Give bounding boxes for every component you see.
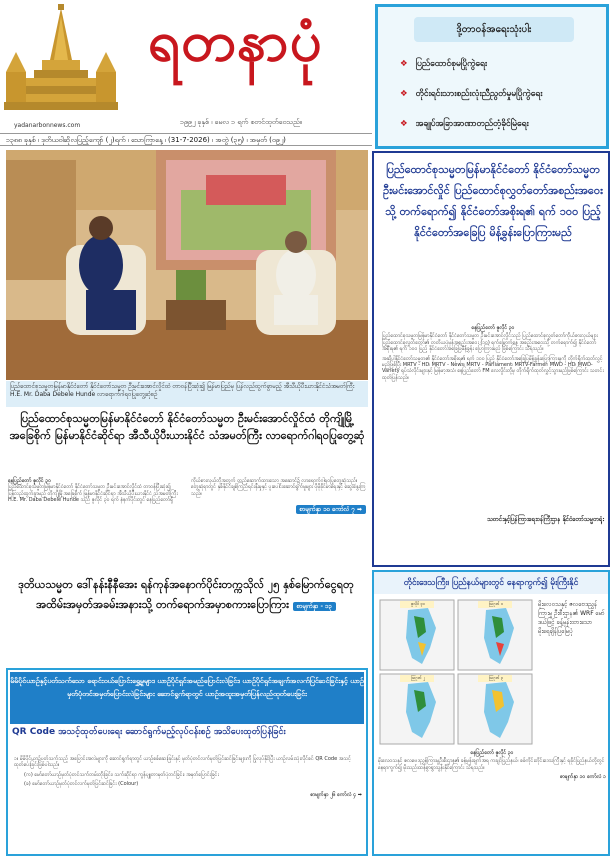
notice-body — [14, 756, 362, 798]
weather-body — [378, 750, 606, 781]
map-title-1: ဇူလိုင် ၃၁ — [410, 601, 426, 606]
masthead-url[interactable]: yadanarbonnews.com — [14, 122, 81, 129]
slogan-item: ❖ အချုပ်အခြာအာဏာတည်တံ့ခိုင်မြဲရေး — [400, 119, 529, 129]
weather-side-text: မိုးလေဝသနှင့် ဇလဗေဒညွှန်ကြားမှု ဦးစီးဌာန၏ WRF မော်ဒယ်ဖြင့် ခန့်မှန်းထားသော မိုးရေချိန်ပြမြေပုံ — [538, 601, 605, 635]
map-title-2: ဩဂုတ် ၁ — [488, 601, 504, 606]
meeting-photo — [6, 150, 368, 380]
notice-item-a: (က) မော်တော်ယာဉ်မှတ်ပုံတင်သက်တမ်းတိုးခြင်း၊ သက်ဆိုင်ရာ ကွန်ပျူတာမှတ်ပုံတင်ခြင်း၊ အမှတ်ပြောင်းခြင်း — [24, 771, 219, 778]
diamond-bullet-icon: ❖ — [400, 59, 408, 69]
notice-subheadline[interactable]: QR Code အသင့်ထုတ်ပေးရေး ဆောင်ရွက်မည့်လုပ်ငန်းစဉ် အသိပေးထုတ်ပြန်ခြင်း — [12, 727, 286, 737]
story1-continue-tag[interactable]: စာမျက်နှာ ၁၀ ကော်လံ ၇ ➡ — [296, 505, 366, 514]
slogan-item: ❖ ပြည်ထောင်စုမပြိုကွဲရေး — [400, 59, 488, 69]
masthead-title: ရတနာပုံ — [148, 8, 323, 74]
lead-paragraph-2: အဆိုပါနိုင်ငံတော်သမ္မတ၏ နိုင်ငံတော်အစိုးရ၏ ရက် ၁၀၀ ပြည့် နိုင်ငံတော်အခြေပြမိန့်ခွန်းပြောကြားမှုကို တိုက်ရိုက်ထုတ်လွှင့်မည်ဖြစ်ပြီး MRTV - HD၊ MRTV - News၊ MRTV - Parliament၊ MRTV-Farmer၊ MWD - HD၊ MWD-Variety ရုပ်သံလိုင်းများနှင့် မြန်မာ့အသံ၊ နေပြည်တော် FM လေလှိုင်းတို့မှ တိုက်ရိုက်ထုတ်လွှင့်သွားမည်ဖြစ်ကြောင်း သတင်းထုတ်ပြန်သည်။ — [382, 355, 604, 381]
lead-headline[interactable]: ပြည်ထောင်စုသမ္မတမြန်မာနိုင်ငံတော် နိုင်ငံတော်သမ္မတ ဦးမင်းအောင်လှိုင် ပြည်ထောင်စုလွှတ်တော်အစည်းအဝေးသို့ တက်ရောက်၍ နိုင်ငံတော်အစိုးရ၏ ရက် ၁၀၀ ပြည့် နိုင်ငံတော်အခြေပြ မိန့်ခွန်းပြောကြားမည် — [383, 163, 603, 239]
map-title-4: ဩဂုတ် ၃ — [488, 675, 504, 680]
notice-headline: မိမိပိုင်ယာဉ်နှင့်ပတ်သက်သော ရောင်းဝယ်ပြောင်းရွှေ့မှုများ၊ ယာဉ်ပိုင်ရှင်အမည်ပြောင်းလဲခြင်း၊ ယာဉ်ပိုင်ရှင်အချက်အလက်ပြင်ဆင်ခြင်းနှင့် ယာဉ်မှတ်ပုံတင်အမှတ်ပြောင်းလဲခြင်းများ ဆောင်ရွက်ရာတွင် ယာဉ်အထူးအမှတ်ပြန်လည်ထုတ်ပေးခြင်း — [10, 672, 364, 724]
weather-dateline: နေပြည်တော် ဇူလိုင် ၃၀ — [470, 750, 514, 756]
slogan-box — [375, 4, 609, 149]
map-panel-2 — [458, 600, 532, 670]
rainfall-forecast-maps — [378, 598, 536, 746]
story1-text: ပြည်ထောင်စုသမ္မတမြန်မာနိုင်ငံတော် နိုင်ငံတော်သမ္မတ ဦးမင်းအောင်လှိုင်ထံ တာဝန်ပြီးဆုံး၍ ပြန်လည်ထွက်ခွာမည့် တိုကျိုမြို့အခြေစိုက် မြန်မာနိုင်ငံဆိုင်ရာ အီသီယိုပီးယားနိုင်ငံ သံအမတ်ကြီး H.E. Mr. Daba Debele Hunde သည် ဇူလိုင် ၃၀ ရက် နံနက်ပိုင်းတွင် နေပြည်တော်ရှိ ကိုယ်စားလှယ်တို့အတွက် တည်ဆောက်ထားသော အဆောင်၌ လာရောက်ဂါရဝပြုတွေ့ဆုံသည်။ တွေ့ဆုံရာတွင် နှစ်နိုင်ငံချစ်ကြည်ရင်းနှီးမှုနှင့် ပူးပေါင်းဆောင်ရွက်မှုများ ပိုမိုခိုင်မာရေးနှင့် ဆွေးနွေးကြသည်။ — [8, 478, 366, 504]
lead-body — [382, 325, 604, 381]
lead-signature: သတင်းနှင့်ပြန်ကြားရေးဝန်ကြီးဌာန နိုင်ငံတော်သမ္မတရုံး — [487, 516, 604, 523]
diamond-bullet-icon: ❖ — [400, 119, 408, 129]
lead-dateline: နေပြည်တော် ဇူလိုင် ၃၀ — [471, 325, 515, 331]
map-title-3: ဩဂုတ် ၂ — [411, 675, 425, 680]
story1-body — [8, 478, 366, 573]
map-panel-1 — [380, 600, 454, 670]
masthead-emblem-logo — [2, 2, 120, 120]
notice-continue[interactable]: စာမျက်နှာ ၂၆ ကော်လံ ၄ ➡ — [310, 791, 362, 798]
masthead-founded-line: ၁၉၉၂ ခုနှစ် ၊ မေလ ၁ ရက် စတင်ထုတ်ဝေသည်။ — [180, 118, 302, 126]
notice-item-b: (ခ) မော်တော်ယာဉ်မှတ်ပုံတင်လက်မှတ်ပြင်ဆင်ခြင်း (Colour) — [24, 781, 139, 788]
diamond-bullet-icon: ❖ — [400, 89, 408, 99]
weather-text: မိုးလေဝသနှင့် ဇလဗေဒညွှန်ကြားမှုဦးစီးဌာန၏ ခန့်မှန်းချက်အရ ကချင်ပြည်နယ်၊ စစ်ကိုင်းတိုင်းဒေသကြီးနှင့် ရခိုင်ပြည်နယ်တို့တွင် နေရာကွက်၍ မိုးသည်းထန်စွာရွာသွန်းနိုင်ကြောင်း သိရသည်။ — [378, 758, 605, 771]
lead-paragraph-1: ပြည်ထောင်စုသမ္မတမြန်မာနိုင်ငံတော် နိုင်ငံတော်သမ္မတ ဦးမင်းအောင်လှိုင်သည် ပြည်ထောင်စုလွှတ်တော်ကိုယ်စားလှယ်များ ပြည်ထောင်စုလွှတ်တော်၏ တတိယပုံမှန်အစည်းအဝေး (၁၀) ရက်မြောက်နေ့ အစည်းအဝေးသို့ တက်ရောက်၍ နိုင်ငံတော်အစိုးရ၏ ရက် ၁၀၀ ပြည့် နိုင်ငံတော်အခြေပြမိန့်ခွန်း ပြောကြားမည် ဖြစ်ကြောင်း သိရသည်။ — [382, 333, 598, 353]
map-panel-4 — [458, 674, 532, 744]
story2-headline[interactable]: ဒုတိယသမ္မတ ဒေါ်နန်းနီနီအေး ရန်ကုန်အနောက်ပိုင်းတက္ကသိုလ် ၂၅ နှစ်မြောက်ငွေရတု အထိမ်းအမှတ်အခမ်းအနားသို့ တက်ရောက်အမှာစကားပြောကြား စာမျက်နှာ - ၁၃ — [18, 578, 354, 611]
slogan-item: ❖ တိုင်းရင်းသားစည်းလုံးညီညွတ်မှုမပြိုကွဲရေး — [400, 89, 543, 99]
map-panel-3 — [380, 674, 454, 744]
vehicle-notice-box — [6, 668, 368, 856]
story1-headline[interactable]: ပြည်ထောင်စုသမ္မတမြန်မာနိုင်ငံတော် နိုင်ငံတော်သမ္မတ ဦးမင်းအောင်လှိုင်ထံ တိုကျိုမြို့အခြေစိုက် မြန်မာနိုင်ငံဆိုင်ရာ အီသီယိုပီးယားနိုင်ငံ သံအမတ်ကြီး လာရောက်ဂါရဝပြုတွေ့ဆုံ — [9, 412, 365, 442]
weather-headline[interactable]: တိုင်းဒေသကြီး၊ ပြည်နယ်များတွင် နေရာကွက်၍ မိုးကြီးနိုင် — [374, 572, 608, 594]
story2-page-tag[interactable]: စာမျက်နှာ - ၁၃ — [293, 602, 336, 611]
lead-story-box — [372, 151, 610, 567]
photo-caption: ပြည်ထောင်စုသမ္မတမြန်မာနိုင်ငံတော် နိုင်ငံတော်သမ္မတ ဦးမင်းအောင်လှိုင်ထံ တာဝန်ပြီးဆုံး၍ မြန်မာပြည်မှ ပြန်လည်ထွက်ခွာမည့် အီသီယိုပီးယားနိုင်ငံသံအမတ်ကြီး H.E. Mr. Daba Debele Hunde လာရောက်ဂါရဝပြုတွေ့ဆုံစဉ် — [6, 381, 368, 407]
story1-dateline: နေပြည်တော် ဇူလိုင် ၃၀ — [8, 478, 52, 484]
slogan-title: ဒို့တာဝန်အရေးသုံးပါး — [414, 17, 574, 42]
weather-box — [372, 570, 610, 856]
issue-dateline: ၁၃၈၈ ခုနှစ် ၊ ဒုတိယဝါဆိုလပြည့်ကျော် (၂)ရက် ၊ သောကြာနေ့ ၊ (31-7-2026) ၊ အတွဲ (၃၅) ၊ အမှတ် (၀၉၂) — [0, 133, 372, 146]
notice-paragraph: ၁။ မိမိပိုင်ယာဉ်ပတ်သက်သည့် အပြောင်းအလဲများကို ဆောင်ရွက်ရာတွင် ယာဉ်စစ်ဆေးခြင်းနှင့် မှတ်ပုံတင်လက်မှတ်ပြင်ဆင်ခြင်းများကို ပြုလုပ်နိုင်ပြီး ယာဉ်လမ်းသုံးလိုင်စင် QR Code အသင့်ထုတ်ပေးခြင်းဖြစ်ပါသည်။ — [14, 756, 351, 769]
weather-continue[interactable]: စာမျက်နှာ ၁၀ ကော်လံ ၁ — [559, 774, 606, 781]
